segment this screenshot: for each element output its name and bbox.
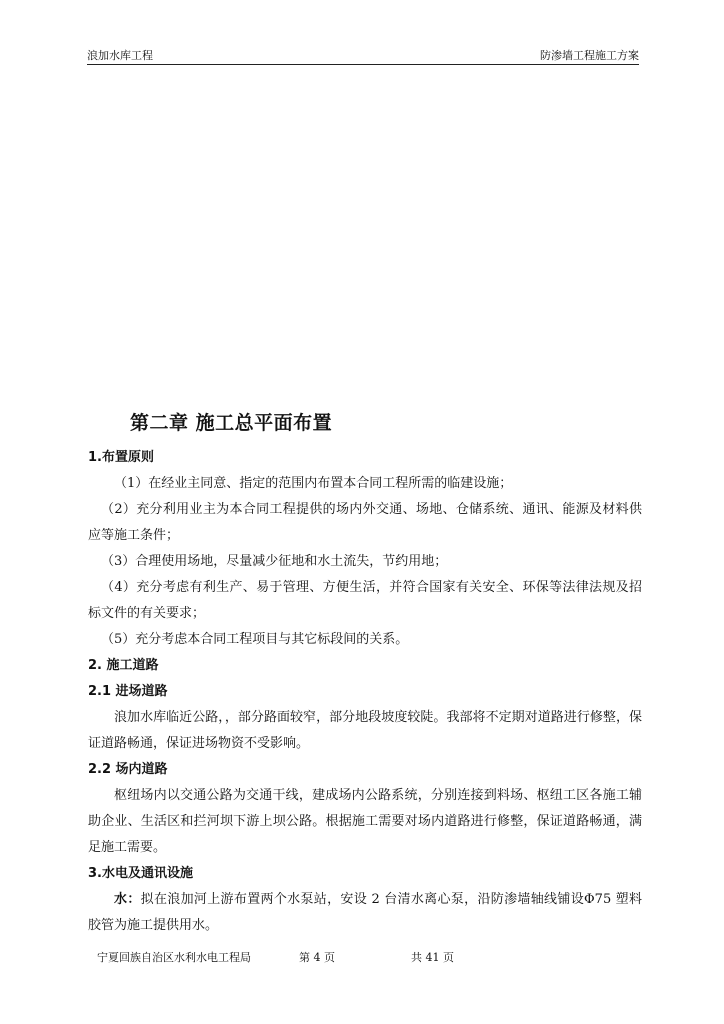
section-2-2-heading: 2.2 场内道路 bbox=[88, 762, 168, 777]
water-text: 拟在浪加河上游布置两个水泵站，安设 2 台清水离心泵，沿防渗墙轴线铺设Φ75 塑料胶管为施工提供用水。 bbox=[88, 892, 642, 933]
principle-item-1: （1）在经业主同意、指定的范围内布置本合同工程所需的临建设施； bbox=[114, 476, 513, 491]
footer-page-number: 第 4 页 bbox=[299, 951, 335, 964]
principle-item-3: （3）合理使用场地，尽量减少征地和水土流失，节约用地； bbox=[101, 554, 448, 569]
section-2-1-text: 浪加水库临近公路，，部分路面较窄，部分地段坡度较陡。我部将不定期对道路进行修整，保证道路畅通，保证进场物资不受影响。 bbox=[88, 710, 642, 751]
section-2-heading: 2. 施工道路 bbox=[88, 658, 159, 673]
header-doc-title: 防渗墙工程施工方案 bbox=[540, 49, 639, 62]
principle-item-5: （5）充分考虑本合同工程项目与其它标段间的关系。 bbox=[101, 632, 409, 647]
section-3-heading: 3.水电及通讯设施 bbox=[88, 866, 193, 881]
header-project-name: 浪加水库工程 bbox=[87, 49, 153, 62]
footer-total-pages: 共 41 页 bbox=[411, 951, 454, 964]
principle-item-2: （2）充分利用业主为本合同工程提供的场内外交通、场地、仓储系统、通讯、能源及材料供应等施工条件； bbox=[88, 502, 642, 543]
footer-organization: 宁夏回族自治区水利水电工程局 bbox=[97, 951, 251, 964]
water-label: 水： bbox=[114, 892, 141, 907]
document-body bbox=[88, 445, 642, 939]
section-2-1-heading: 2.1 进场道路 bbox=[88, 684, 168, 699]
section-2-2-text: 枢纽场内以交通公路为交通干线，建成场内公路系统，分别连接到料场、枢纽工区各施工辅助企业、生活区和拦河坝下游上坝公路。根据施工需要对场内道路进行修整，保证道路畅通，满足施工需要。 bbox=[88, 788, 642, 855]
principle-item-4: （4）充分考虑有利生产、易于管理、方便生活，并符合国家有关安全、环保等法律法规及招标文件的有关要求； bbox=[88, 580, 642, 621]
section-1-heading: 1.布置原则 bbox=[88, 450, 154, 465]
section-3-water-paragraph bbox=[88, 887, 642, 939]
page-header bbox=[87, 48, 639, 65]
page-footer bbox=[0, 950, 724, 966]
chapter-title: 第二章 施工总平面布置 bbox=[130, 412, 333, 434]
